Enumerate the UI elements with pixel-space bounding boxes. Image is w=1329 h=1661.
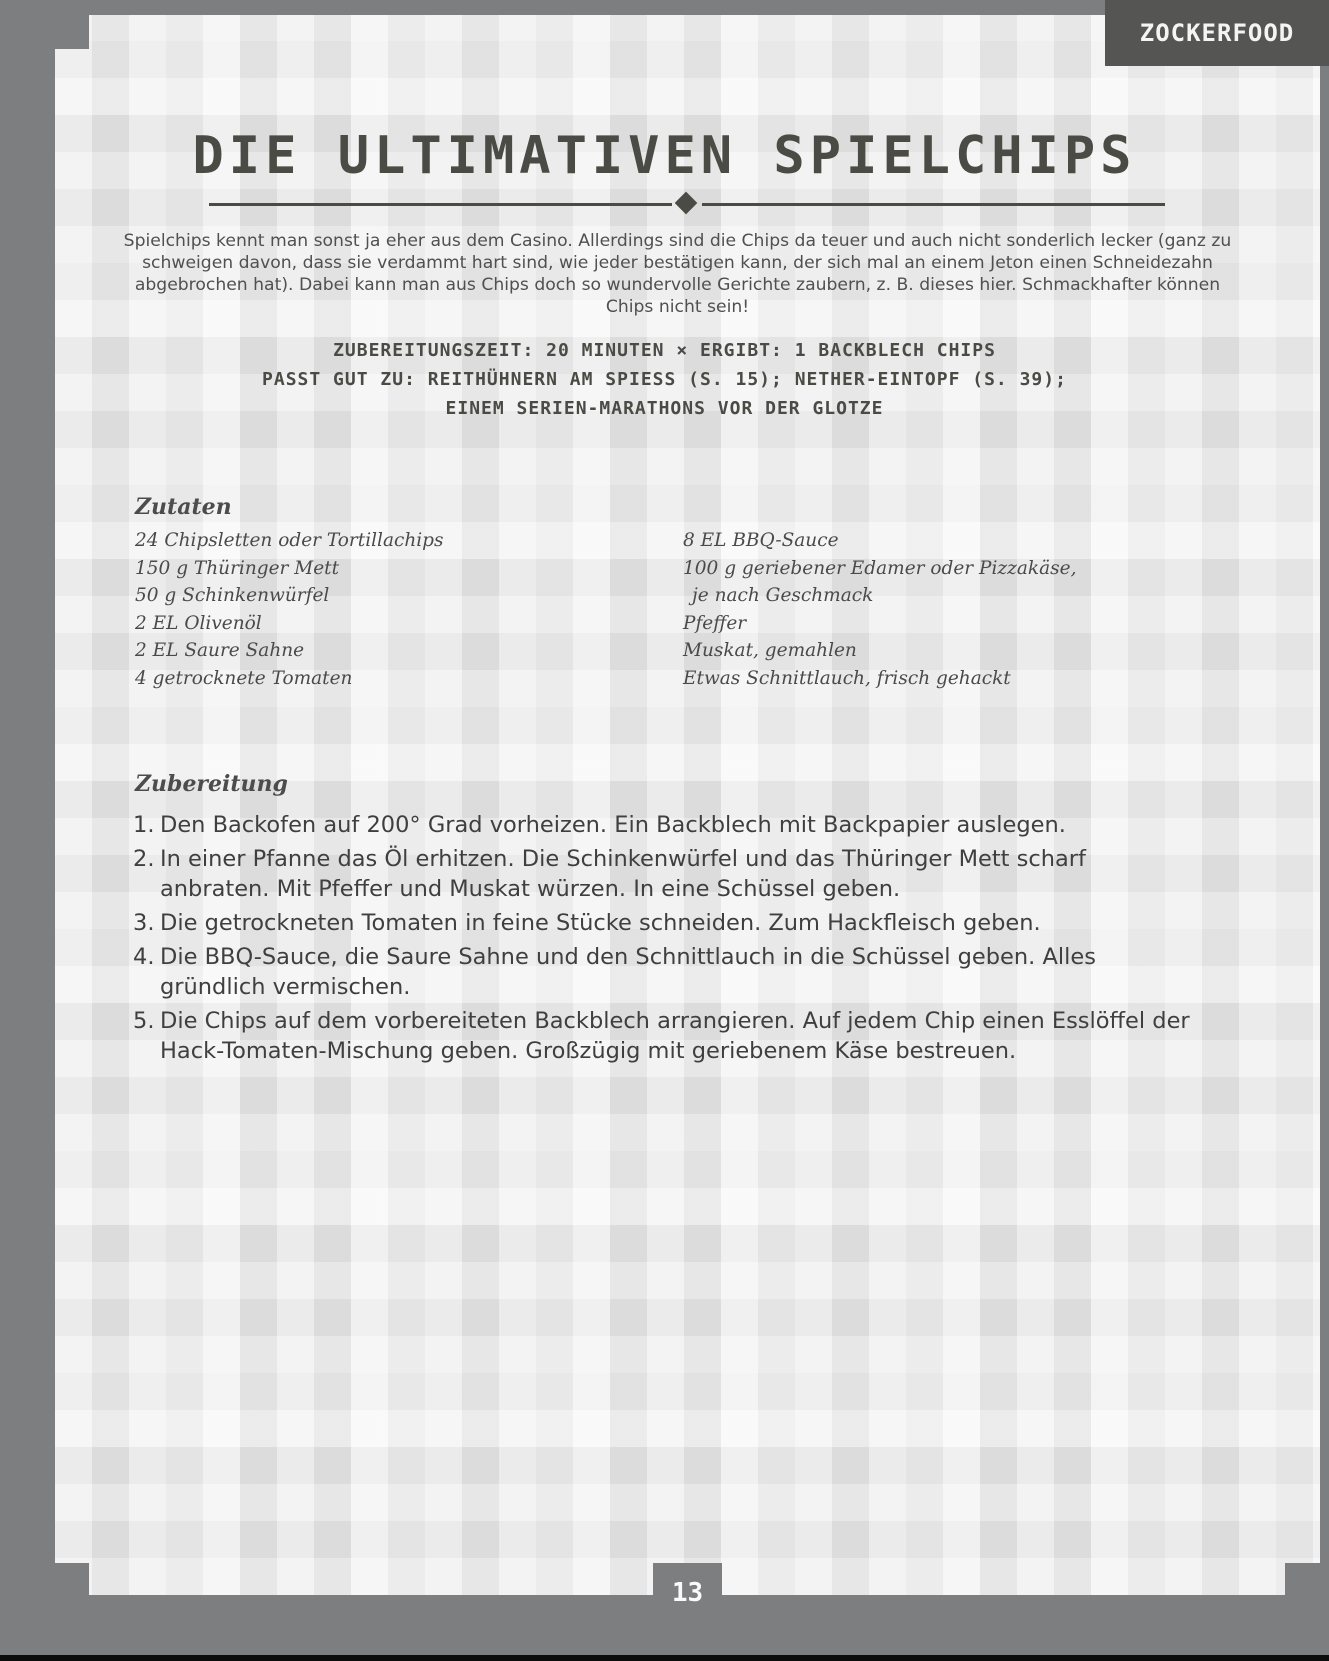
preparation-heading: Zubereitung [135,771,288,797]
step-item [133,1006,1193,1066]
step-text: Den Backofen auf 200° Grad vorheizen. Ein Backblech mit Backpapier auslegen. [160,812,1066,838]
step-text: In einer Pfanne das Öl erhitzen. Die Schinkenwürfel und das Thüringer Mett scharf anbraten. Mit Pfeffer und Muskat würzen. In eine Schüssel geben. [160,846,1086,902]
ingredients-heading: Zutaten [135,494,232,520]
step-number: 5. [133,1008,155,1034]
section-tab-label: ZOCKERFOOD [1139,19,1295,47]
divider-line-left [209,203,672,206]
step-item [133,810,1193,840]
step-item [133,942,1193,1002]
bottom-edge-bar [0,1655,1329,1661]
ingredient-item: Etwas Schnittlauch, frisch gehackt [683,667,1011,689]
title-divider [209,190,1165,218]
section-tab [1105,0,1329,66]
ingredient-item: Muskat, gemahlen [683,640,857,661]
ingredient-item: 24 Chipsletten oder Tortillachips [135,530,444,551]
ingredient-item: 8 EL BBQ-Sauce [683,530,839,551]
step-text: Die BBQ-Sauce, die Saure Sahne und den Schnittlauch in die Schüssel geben. Alles gründlich vermischen. [160,944,1096,1000]
step-text: Die Chips auf dem vorbereiteten Backblech arrangieren. Auf jedem Chip einen Esslöffel der Hack-Tomaten-Mischung geben. Großzügig mit geriebenem Käse bestreuen. [160,1008,1190,1064]
page-number: 13 [671,1578,704,1608]
step-number: 1. [133,812,155,838]
step-number: 4. [133,944,155,970]
ingredients-right-column [683,527,1077,692]
ingredient-item: 2 EL Saure Sahne [135,640,305,661]
intro-text: Spielchips kennt man sonst ja eher aus dem Casino. Allerdings sind die Chips da teuer und auch nicht sonderlich lecker (ganz zu schweigen davon, dass sie verdammt hart sind, wie jeder bestätigen kann, der sich mal an einem Jeton einen Schneidezahn abgebrochen hat). Dabei kann man aus Chips doch so wundervolle Gerichte zaubern, z. B. dieses hier. Schmackhafter können Chips nicht sein! [123,231,1232,317]
ingredient-item: 4 getrocknete Tomaten [135,667,353,689]
step-number: 3. [133,910,155,936]
preparation-steps [133,810,1193,1070]
ingredient-item: 2 EL Olivenöl [135,612,262,634]
divider-line-right [702,203,1165,206]
ingredient-item: Pfeffer [683,612,747,634]
diamond-icon [675,192,698,215]
pairs-with-continued: EINEM SERIEN-MARATHONS VOR DER GLOTZE [445,398,884,419]
recipe-title: DIE ULTIMATIVEN SPIELCHIPS [192,126,1137,186]
step-item [133,844,1193,904]
ingredient-item: 50 g Schinkenwürfel [135,585,330,606]
ingredients-left-column [135,527,444,692]
step-number: 2. [133,846,155,872]
step-text: Die getrockneten Tomaten in feine Stücke schneiden. Zum Hackfleisch geben. [160,910,1041,936]
ingredient-item-continued: je nach Geschmack [692,585,874,606]
ingredient-item: 100 g geriebener Edamer oder Pizzakäse, [683,557,1077,579]
prep-time-yield: ZUBEREITUNGSZEIT: 20 MINUTEN × ERGIBT: 1 BACKBLECH CHIPS [333,340,996,361]
step-item [133,908,1193,938]
pairs-with: PASST GUT ZU: REITHÜHNERN AM SPIESS (S. 15); NETHER-EINTOPF (S. 39); [262,369,1067,390]
ingredient-item: 150 g Thüringer Mett [135,557,340,579]
